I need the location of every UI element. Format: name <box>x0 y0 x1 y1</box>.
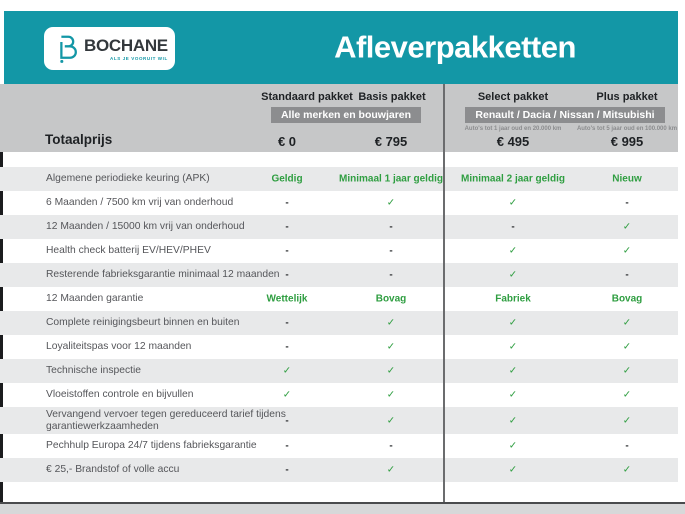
feature-label: Vervangend vervoer tegen gereduceerd tarief tijdens garantiewerkzaamheden <box>46 409 286 432</box>
cell-value-standaard: - <box>285 341 289 353</box>
table-row <box>0 311 678 335</box>
cell-value-standaard: - <box>285 269 289 281</box>
feature-label: Loyaliteitspas voor 12 maanden <box>46 341 192 353</box>
cell-value-select: ✓ <box>508 245 518 257</box>
column-header-plus: Plus pakket <box>596 91 658 103</box>
table-row <box>0 239 678 263</box>
table-row <box>0 287 678 311</box>
feature-label: € 25,- Brandstof of volle accu <box>46 464 180 476</box>
cell-value-plus: - <box>625 440 629 452</box>
cell-value-standaard: ✓ <box>282 389 292 401</box>
cell-value-select: ✓ <box>508 317 518 329</box>
price-standaard: € 0 <box>277 134 297 149</box>
cell-value-basis: ✓ <box>386 464 396 476</box>
cell-value-select: ✓ <box>508 389 518 401</box>
cell-value-standaard: - <box>285 197 289 209</box>
cell-value-standaard: - <box>285 464 289 476</box>
cell-value-plus: ✓ <box>622 317 632 329</box>
cell-value-plus: ✓ <box>622 365 632 377</box>
cell-value-basis: - <box>389 221 393 233</box>
cell-value-plus: Nieuw <box>612 173 642 185</box>
cell-value-standaard: - <box>285 221 289 233</box>
brand-name: BOCHANE <box>84 35 168 55</box>
cell-value-plus: ✓ <box>622 341 632 353</box>
feature-label: 6 Maanden / 7500 km vrij van onderhoud <box>46 197 234 209</box>
table-row <box>0 407 678 434</box>
cell-value-select: Minimaal 2 jaar geldig <box>461 173 565 185</box>
column-note-plus: Auto's tot 5 jaar oud en 100.000 km <box>576 126 678 132</box>
cell-value-standaard: - <box>285 415 289 426</box>
table-row <box>0 263 678 287</box>
cell-value-select: ✓ <box>508 415 518 426</box>
table-row <box>0 458 678 482</box>
cell-value-standaard: - <box>285 245 289 257</box>
feature-label: Complete reinigingsbeurt binnen en buiten <box>46 317 240 329</box>
page-bottom-strip <box>0 504 685 514</box>
cell-value-basis: Bovag <box>375 293 407 305</box>
pricing-header-band <box>0 84 678 152</box>
feature-label: 12 Maanden garantie <box>46 293 144 305</box>
cell-value-plus: ✓ <box>622 415 632 426</box>
cell-value-basis: ✓ <box>386 197 396 209</box>
table-row <box>0 215 678 239</box>
cell-value-basis: ✓ <box>386 389 396 401</box>
cell-value-standaard: - <box>285 440 289 452</box>
cell-value-plus: ✓ <box>622 464 632 476</box>
feature-label: Vloeistoffen controle en bijvullen <box>46 389 194 401</box>
cell-value-basis: ✓ <box>386 341 396 353</box>
package-group-divider <box>443 84 445 502</box>
table-row <box>0 434 678 458</box>
cell-value-plus: ✓ <box>622 221 632 233</box>
cell-value-basis: ✓ <box>386 415 396 426</box>
price-basis: € 795 <box>374 134 408 149</box>
cell-value-select: Fabriek <box>495 293 531 305</box>
feature-label: 12 Maanden / 15000 km vrij van onderhoud <box>46 221 245 233</box>
cell-value-standaard: Wettelijk <box>266 293 308 305</box>
cell-value-select: ✓ <box>508 440 518 452</box>
cell-value-basis: ✓ <box>386 317 396 329</box>
cell-value-plus: - <box>625 197 629 209</box>
cell-value-basis: Minimaal 1 jaar geldig <box>339 173 443 185</box>
brand-logo <box>44 27 175 70</box>
cell-value-select: ✓ <box>508 365 518 377</box>
total-price-label: Totaalprijs <box>45 132 113 147</box>
feature-label: Health check batterij EV/HEV/PHEV <box>46 245 211 257</box>
column-header-standaard: Standaard pakket <box>261 91 353 103</box>
masthead <box>4 11 678 84</box>
cell-value-plus: ✓ <box>622 389 632 401</box>
cell-value-plus: ✓ <box>622 245 632 257</box>
cell-value-basis: - <box>389 440 393 452</box>
cell-value-standaard: ✓ <box>282 365 292 377</box>
cell-value-select: ✓ <box>508 197 518 209</box>
table-row <box>0 191 678 215</box>
cell-value-select: ✓ <box>508 341 518 353</box>
cell-value-select: - <box>511 221 515 233</box>
price-plus: € 995 <box>610 134 644 149</box>
column-header-basis: Basis pakket <box>358 91 426 103</box>
group-badge-all-brands: Alle merken en bouwjaren <box>271 107 421 123</box>
feature-table <box>0 152 678 502</box>
brand-tagline: ALS JE VOORUIT WIL <box>110 55 168 61</box>
cell-value-basis: ✓ <box>386 365 396 377</box>
feature-label: Pechhulp Europa 24/7 tijdens fabrieksgarantie <box>46 440 257 452</box>
cell-value-select: ✓ <box>508 269 518 281</box>
cell-value-plus: Bovag <box>611 293 643 305</box>
cell-value-select: ✓ <box>508 464 518 476</box>
cell-value-standaard: Geldig <box>271 173 303 185</box>
table-row <box>0 335 678 359</box>
cell-value-basis: - <box>389 269 393 281</box>
table-row <box>0 383 678 407</box>
column-note-select: Auto's tot 1 jaar oud en 20.000 km <box>464 126 562 132</box>
price-select: € 495 <box>496 134 530 149</box>
cell-value-standaard: - <box>285 317 289 329</box>
cell-value-basis: - <box>389 245 393 257</box>
feature-label: Algemene periodieke keuring (APK) <box>46 173 210 185</box>
table-row <box>0 359 678 383</box>
group-badge-renault-group: Renault / Dacia / Nissan / Mitsubishi <box>465 107 665 123</box>
column-header-select: Select pakket <box>477 91 549 103</box>
feature-label: Resterende fabrieksgarantie minimaal 12 maanden <box>46 269 280 281</box>
page-title: Afleverpakketten <box>334 28 576 64</box>
table-row <box>0 167 678 191</box>
cell-value-plus: - <box>625 269 629 281</box>
feature-label: Technische inspectie <box>46 365 142 377</box>
bochane-b-icon <box>57 34 78 64</box>
